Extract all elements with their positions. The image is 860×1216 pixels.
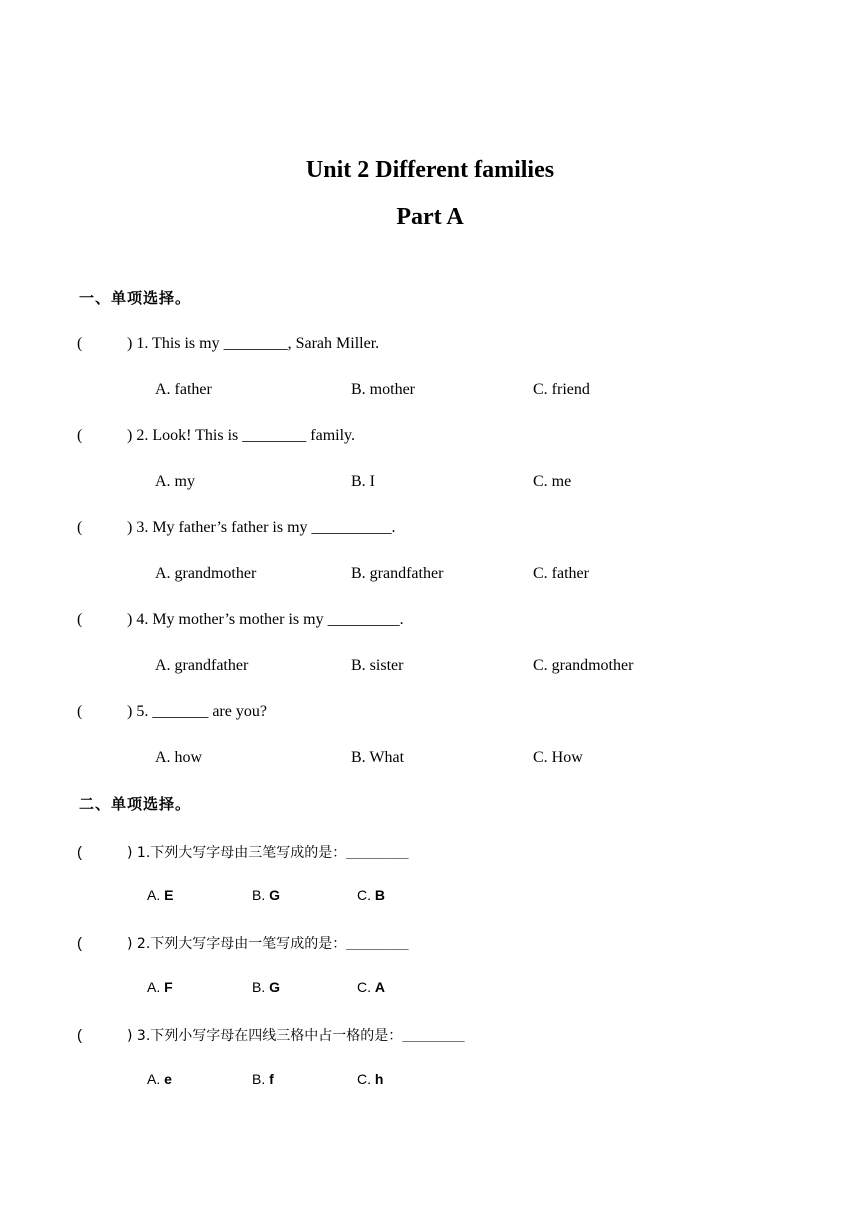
page-subtitle: Part A: [396, 204, 464, 230]
option-c: C. h: [357, 1071, 384, 1087]
option-a: A. e: [147, 1071, 172, 1087]
answer-paren[interactable]: (: [77, 611, 83, 628]
option-b: B. grandfather: [351, 565, 444, 582]
question-2-1: ( ) 1.下列大写字母由三笔写成的是：________: [77, 844, 409, 861]
option-b: B. What: [351, 749, 405, 766]
question-text: 5. _______ are you?: [136, 703, 267, 720]
option-a: A. grandmother: [155, 565, 257, 582]
answer-paren[interactable]: (: [77, 427, 83, 444]
option-a: A. E: [147, 887, 174, 903]
question-1-4: ( ) 4. My mother’s mother is my _________.: [77, 611, 404, 628]
question-text: 2. Look! This is ________ family.: [136, 427, 355, 444]
option-c: C. grandmother: [533, 657, 634, 674]
option-c: C. A: [357, 979, 386, 995]
question-1-1: ( ) 1. This is my ________, Sarah Miller.: [77, 335, 380, 352]
option-b: B. I: [351, 473, 375, 490]
option-a: A. grandfather: [155, 657, 249, 674]
option-c: C. me: [533, 473, 572, 490]
answer-paren[interactable]: (: [77, 844, 82, 861]
section-heading-1: 一、单项选择。: [79, 289, 192, 307]
section-heading-2: 二、单项选择。: [79, 795, 192, 813]
option-c: C. friend: [533, 381, 590, 398]
answer-paren[interactable]: (: [77, 519, 83, 536]
question-2-3: ( ) 3.下列小写字母在四线三格中占一格的是：________: [77, 1027, 465, 1044]
option-b: B. f: [252, 1071, 274, 1087]
answer-paren[interactable]: (: [77, 935, 82, 952]
option-b: B. sister: [351, 657, 404, 674]
option-c: C. father: [533, 565, 589, 582]
question-text: 1.下列大写字母由三笔写成的是：: [136, 845, 347, 861]
question-2-2: ( ) 2.下列大写字母由一笔写成的是：________: [77, 935, 409, 952]
answer-blank: ________: [402, 1027, 465, 1043]
question-text: 4. My mother’s mother is my _________.: [136, 611, 404, 628]
answer-blank: ________: [346, 844, 409, 860]
option-a: A. how: [155, 749, 203, 766]
option-b: B. G: [252, 979, 281, 995]
option-a: A. F: [147, 979, 173, 995]
answer-paren[interactable]: (: [77, 1027, 82, 1044]
option-a: A. my: [155, 473, 195, 490]
option-c: C. B: [357, 887, 386, 903]
page-title: Unit 2 Different families: [305, 157, 555, 183]
question-text: 3. My father’s father is my __________.: [136, 519, 396, 536]
answer-paren[interactable]: (: [77, 703, 83, 720]
question-text: 1. This is my ________, Sarah Miller.: [136, 335, 380, 352]
question-text: 2.下列大写字母由一笔写成的是：: [136, 936, 347, 952]
answer-paren[interactable]: (: [77, 335, 83, 352]
option-c: C. How: [533, 749, 583, 766]
question-text: 3.下列小写字母在四线三格中占一格的是：: [136, 1028, 403, 1044]
option-a: A. father: [155, 381, 212, 398]
option-b: B. mother: [351, 381, 415, 398]
answer-blank: ________: [346, 935, 409, 951]
option-b: B. G: [252, 887, 281, 903]
question-1-5: ( ) 5. _______ are you?: [77, 703, 267, 720]
question-1-3: ( ) 3. My father’s father is my __________.: [77, 519, 396, 536]
question-1-2: ( ) 2. Look! This is ________ family.: [77, 427, 355, 444]
